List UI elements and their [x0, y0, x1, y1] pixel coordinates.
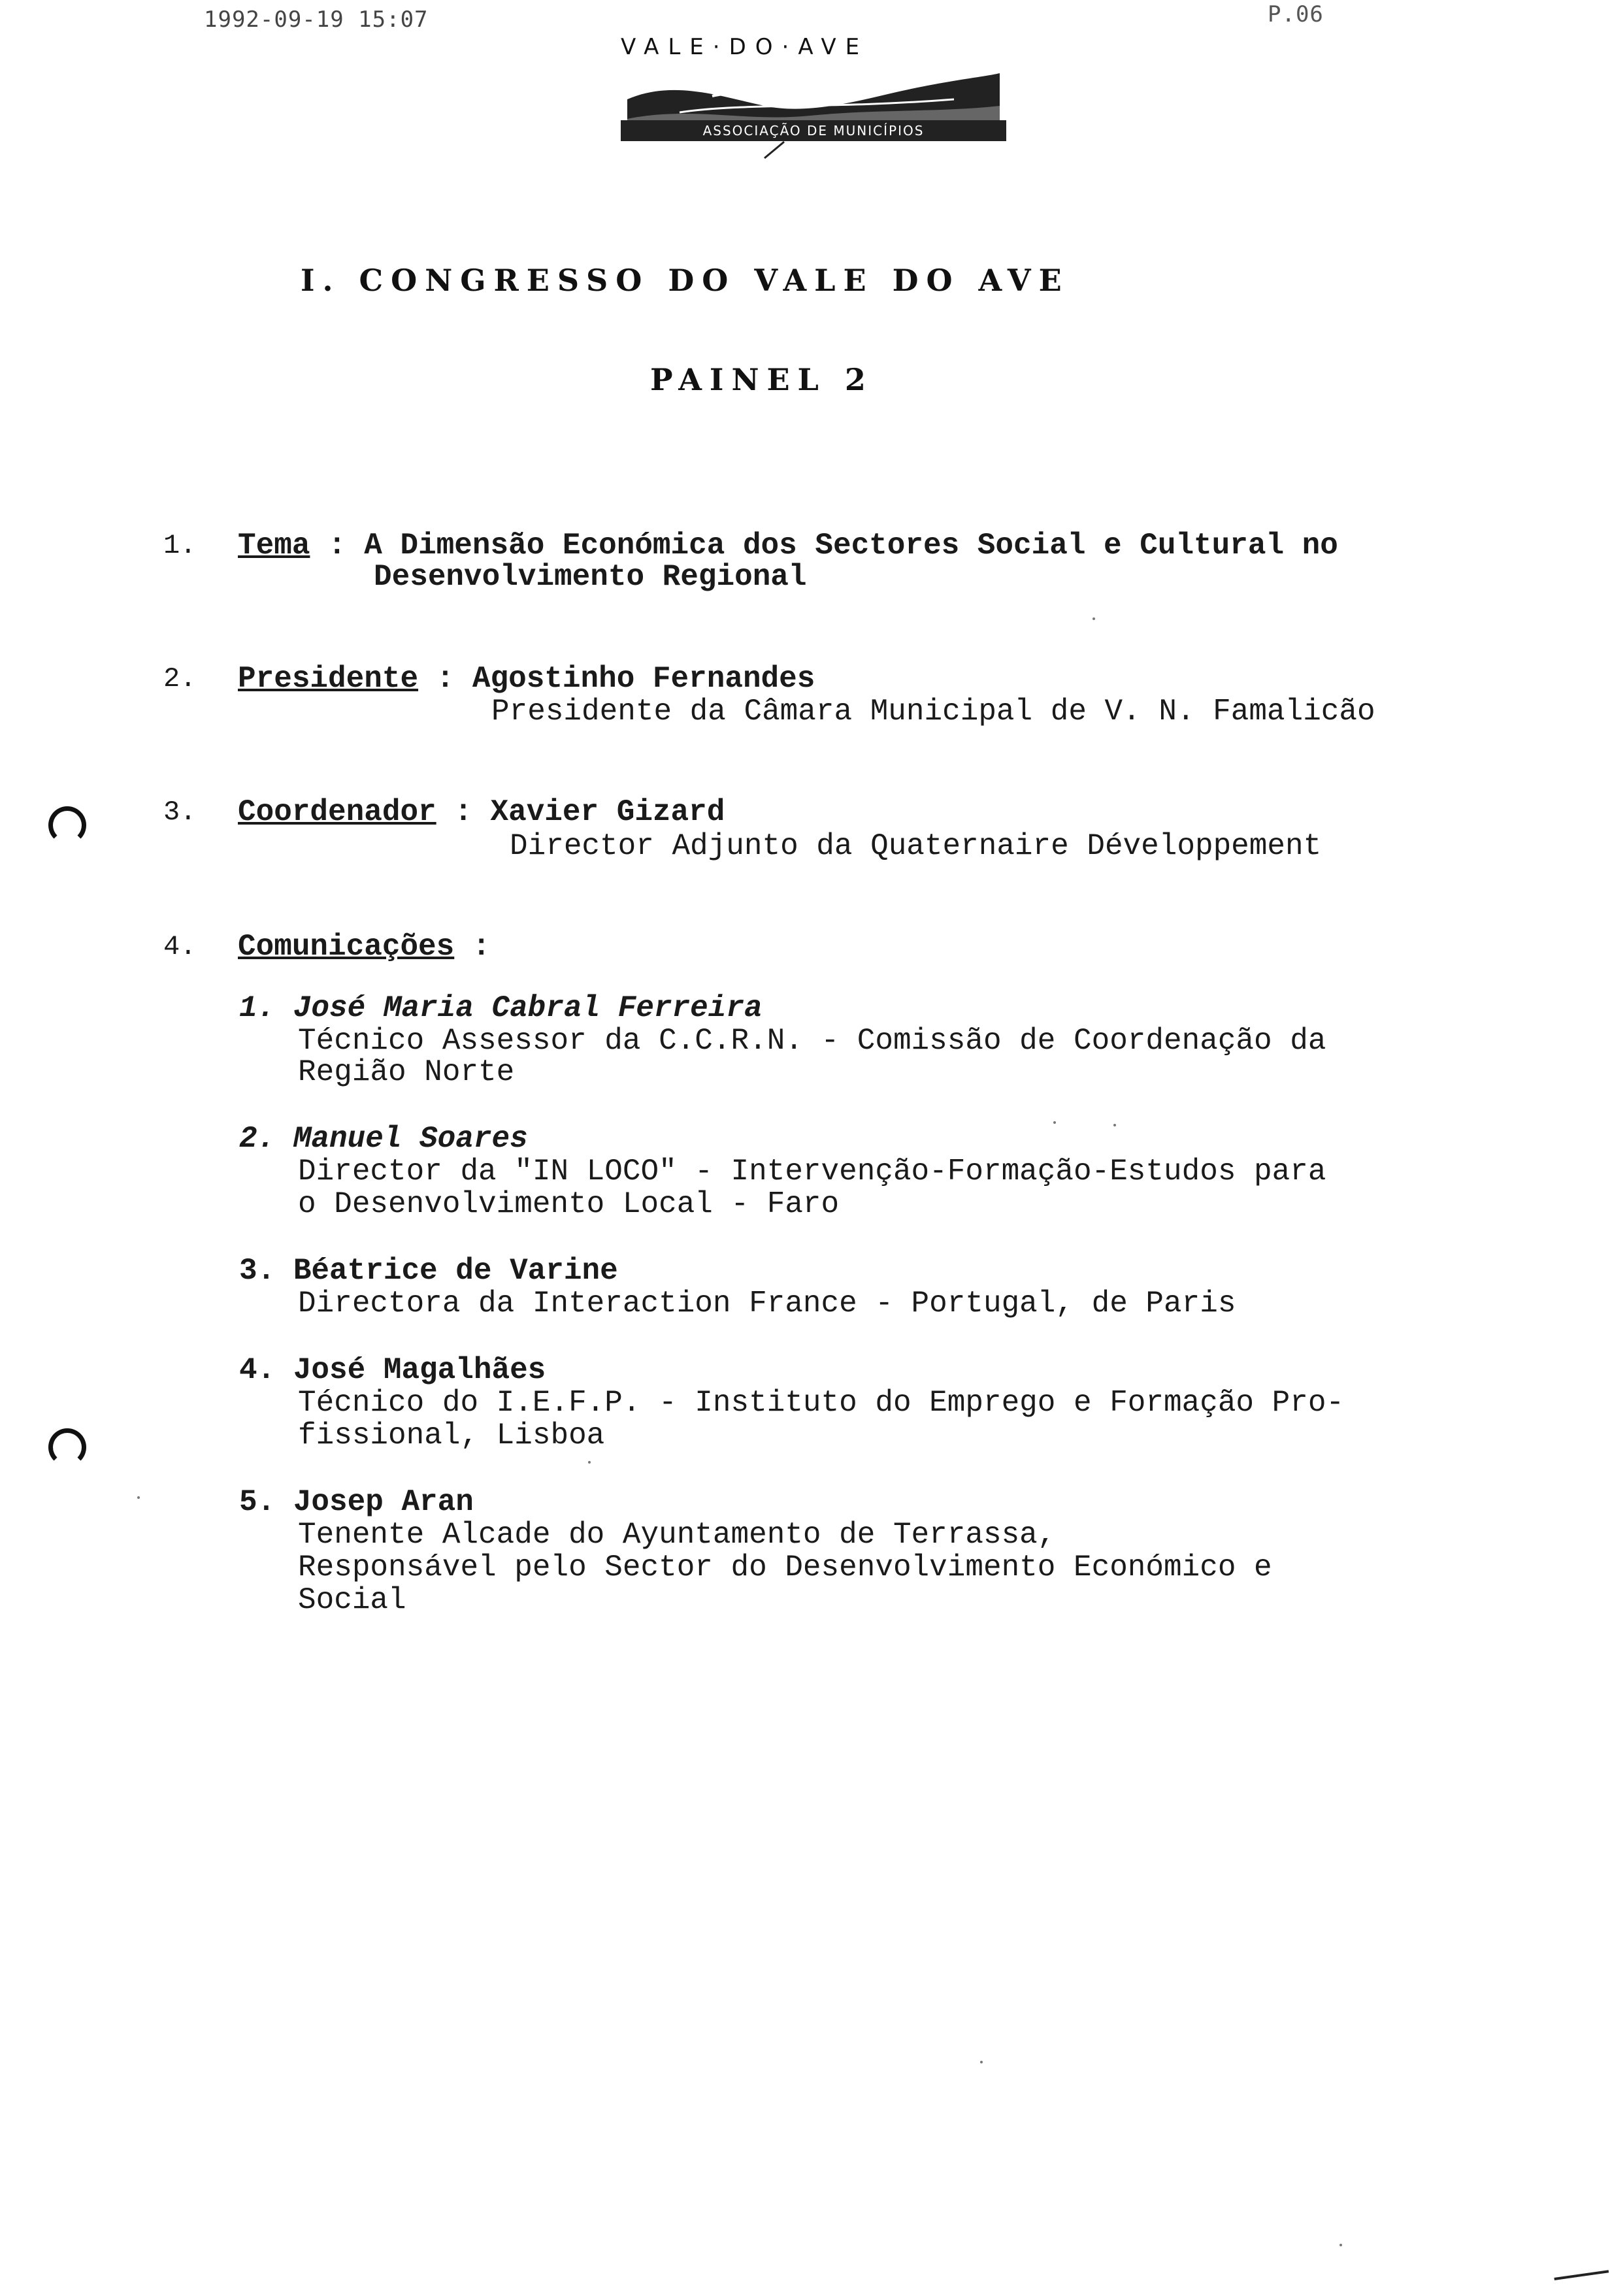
item-comunicacoes [238, 930, 490, 963]
tema-line: Desenvolvimento Regional [374, 560, 807, 594]
communication-line: Directora da Interaction France - Portugal, de Paris [298, 1287, 1236, 1320]
communication-name: Manuel Soares [293, 1122, 528, 1156]
communication-entry [239, 1354, 546, 1386]
communication-name: José Maria Cabral Ferreira [293, 991, 763, 1025]
punch-hole-mark [48, 806, 86, 844]
communication-line: Responsável pelo Sector do Desenvolvimento Económico e [298, 1550, 1272, 1584]
logo-subtitle: ASSOCIAÇÃO DE MUNICÍPIOS [621, 120, 1006, 141]
communication-entry [239, 1486, 474, 1518]
communication-name: Béatrice de Varine [293, 1254, 618, 1288]
logo-landscape-graphic [614, 60, 1013, 171]
scan-speck [137, 1496, 140, 1499]
item-number: 3. [163, 796, 197, 828]
item-separator: : [418, 662, 472, 696]
scan-speck [1092, 617, 1095, 620]
communication-line: Tenente Alcade do Ayuntamento de Terrassa, [298, 1518, 1056, 1552]
communication-line: Director da "IN LOCO" - Intervenção-Formação-Estudos para [298, 1155, 1326, 1189]
tema-line: A Dimensão Económica dos Sectores Social e Cultural no [364, 529, 1338, 563]
item-separator: : [436, 795, 491, 829]
presidente-role: Presidente da Câmara Municipal de V. N. Famalicão [491, 695, 1375, 729]
communication-entry [239, 992, 763, 1025]
item-label: Presidente [238, 662, 419, 696]
item-label: Comunicações [238, 930, 455, 964]
communication-line: o Desenvolvimento Local - Faro [298, 1187, 840, 1221]
logo-name: VALE·DO·AVE [621, 34, 869, 60]
vale-do-ave-logo [614, 34, 1013, 171]
communication-line: Técnico Assessor da C.C.R.N. - Comissão de Coordenação da [298, 1024, 1326, 1058]
panel-title: PAINEL 2 [650, 362, 874, 397]
page-edge-mark [1554, 2270, 1610, 2295]
communication-name: Josep Aran [293, 1485, 474, 1519]
scan-speck [588, 1461, 591, 1464]
communication-line: Social [298, 1583, 406, 1617]
item-separator: : [454, 930, 491, 964]
communication-line: fissional, Lisboa [298, 1419, 605, 1452]
scan-speck [1113, 1124, 1116, 1126]
fax-timestamp: 1992-09-19 15:07 [204, 7, 429, 33]
communication-line: Técnico do I.E.F.P. - Instituto do Emprego e Formação Pro- [298, 1386, 1345, 1420]
coordenador-role: Director Adjunto da Quaternaire Développement [510, 829, 1322, 863]
item-separator: : [310, 529, 365, 563]
item-label: Coordenador [238, 795, 436, 829]
fax-page-number: P.06 [1268, 1, 1324, 27]
communication-name: José Magalhães [293, 1353, 546, 1387]
item-number: 1. [163, 530, 197, 561]
scan-speck [980, 2061, 983, 2063]
scan-speck [1053, 1121, 1056, 1124]
item-number: 2. [163, 663, 197, 695]
item-tema [238, 529, 1338, 562]
item-label: Tema [238, 529, 310, 563]
communication-line: Região Norte [298, 1055, 515, 1089]
coordenador-name: Xavier Gizard [490, 795, 725, 829]
communication-number: 1. [239, 991, 276, 1025]
presidente-name: Agostinho Fernandes [472, 662, 815, 696]
scan-speck [1339, 2244, 1342, 2246]
item-coordenador [238, 796, 725, 828]
document-title: I. CONGRESSO DO VALE DO AVE [301, 263, 1070, 298]
communication-number: 5. [239, 1485, 276, 1519]
communication-number: 3. [239, 1254, 276, 1288]
communication-entry [239, 1123, 528, 1155]
item-presidente [238, 663, 815, 695]
communication-entry [239, 1255, 618, 1287]
item-number: 4. [163, 931, 197, 962]
communication-number: 2. [239, 1122, 276, 1156]
communication-number: 4. [239, 1353, 276, 1387]
punch-hole-mark [48, 1428, 86, 1466]
